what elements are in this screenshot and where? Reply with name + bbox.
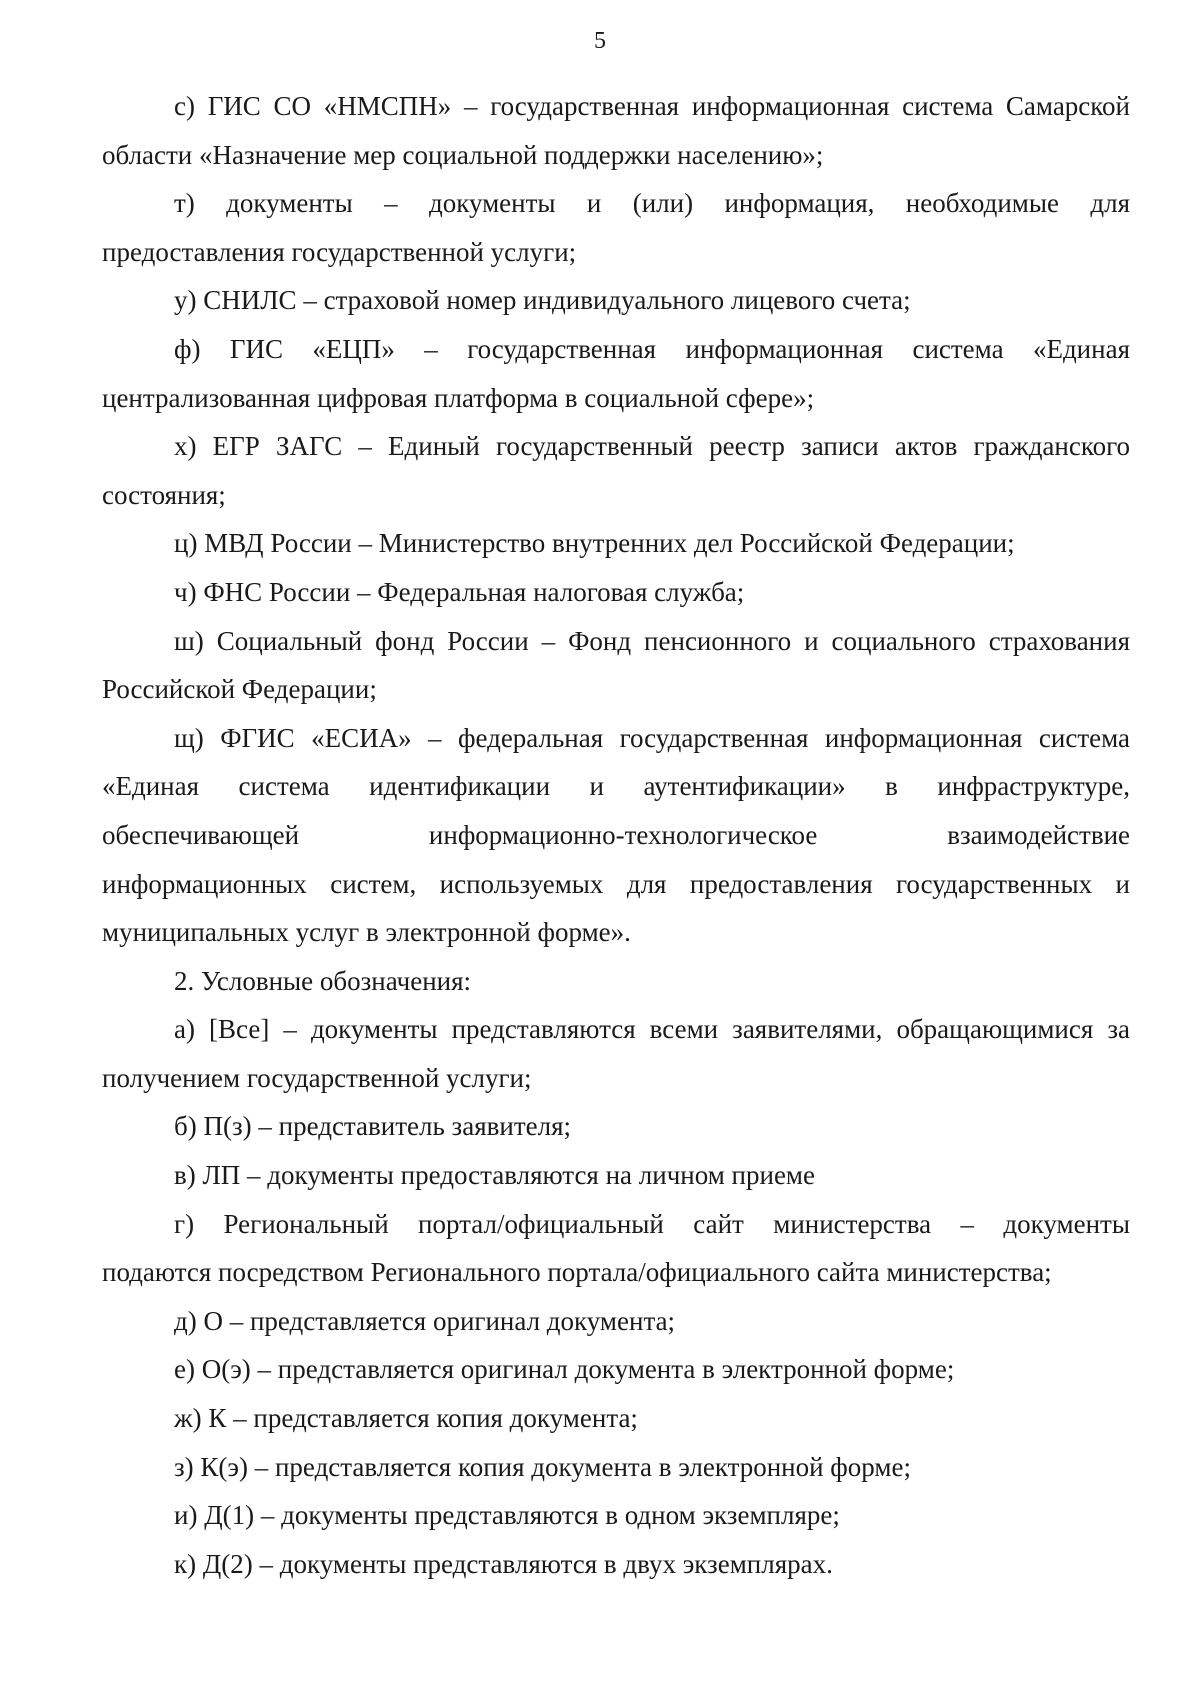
text-line: д) О – представляется оригинал документа; [174,1305,676,1336]
text-line: муниципальных услуг в электронной форме». [102,917,631,948]
text-line: ж) К – представляется копия документа; [174,1403,638,1434]
text-line: у) СНИЛС – страховой номер индивидуального лицевого счета; [174,285,911,316]
text-line: централизованная цифровая платформа в социальной сфере»; [102,382,815,413]
text-line: 2. Условные обозначения: [174,965,472,996]
text-line: ц) МВД России – Министерство внутренних дел Российской Федерации; [174,528,1015,559]
text-line: т) документы – документы и (или) информация, необходимые для [174,188,1130,219]
text-line: «Единая система идентификации и аутентификации» в инфраструктуре, [102,771,1130,802]
text-line: и) Д(1) – документы представляются в одном экземпляре; [174,1500,840,1531]
text-line: области «Назначение мер социальной поддержки населению»; [102,139,824,170]
text-line: б) П(з) – представитель заявителя; [174,1111,571,1142]
document-body [102,82,1130,1588]
text-line: подаются посредством Регионального портала/официального сайта министерства; [102,1257,1052,1288]
text-line: щ) ФГИС «ЕСИА» – федеральная государственная информационная система [174,722,1130,753]
text-line: предоставления государственной услуги; [102,236,577,267]
text-line: е) О(э) – представляется оригинал документа в электронной форме; [174,1354,955,1385]
text-line: а) [Все] – документы представляются всеми заявителями, обращающимися за [174,1014,1130,1045]
text-line: информационных систем, используемых для предоставления государственных и [102,868,1130,899]
text-line: ф) ГИС «ЕЦП» – государственная информационная система «Единая [174,333,1130,364]
text-line: с) ГИС СО «НМСПН» – государственная информационная система Самарской [174,91,1130,121]
text-line: получением государственной услуги; [102,1062,532,1093]
text-line: ч) ФНС России – Федеральная налоговая служба; [174,576,745,607]
text-line: г) Региональный портал/официальный сайт министерства – документы [174,1208,1130,1239]
text-line: х) ЕГР ЗАГС – Единый государственный реестр записи актов гражданского [174,431,1130,462]
text-line: к) Д(2) – документы представляются в двух экземплярах. [174,1548,833,1579]
text-line: з) К(э) – представляется копия документа в электронной форме; [174,1451,911,1482]
text-line: состояния; [102,479,226,510]
page-number: 5 [594,28,606,54]
text-line: обеспечивающей информационно-технологическое взаимодействие [102,819,1130,850]
text-line: в) ЛП – документы предоставляются на личном приеме [174,1160,815,1191]
text-line: Российской Федерации; [102,674,377,705]
text-line: ш) Социальный фонд России – Фонд пенсионного и социального страхования [174,625,1130,656]
